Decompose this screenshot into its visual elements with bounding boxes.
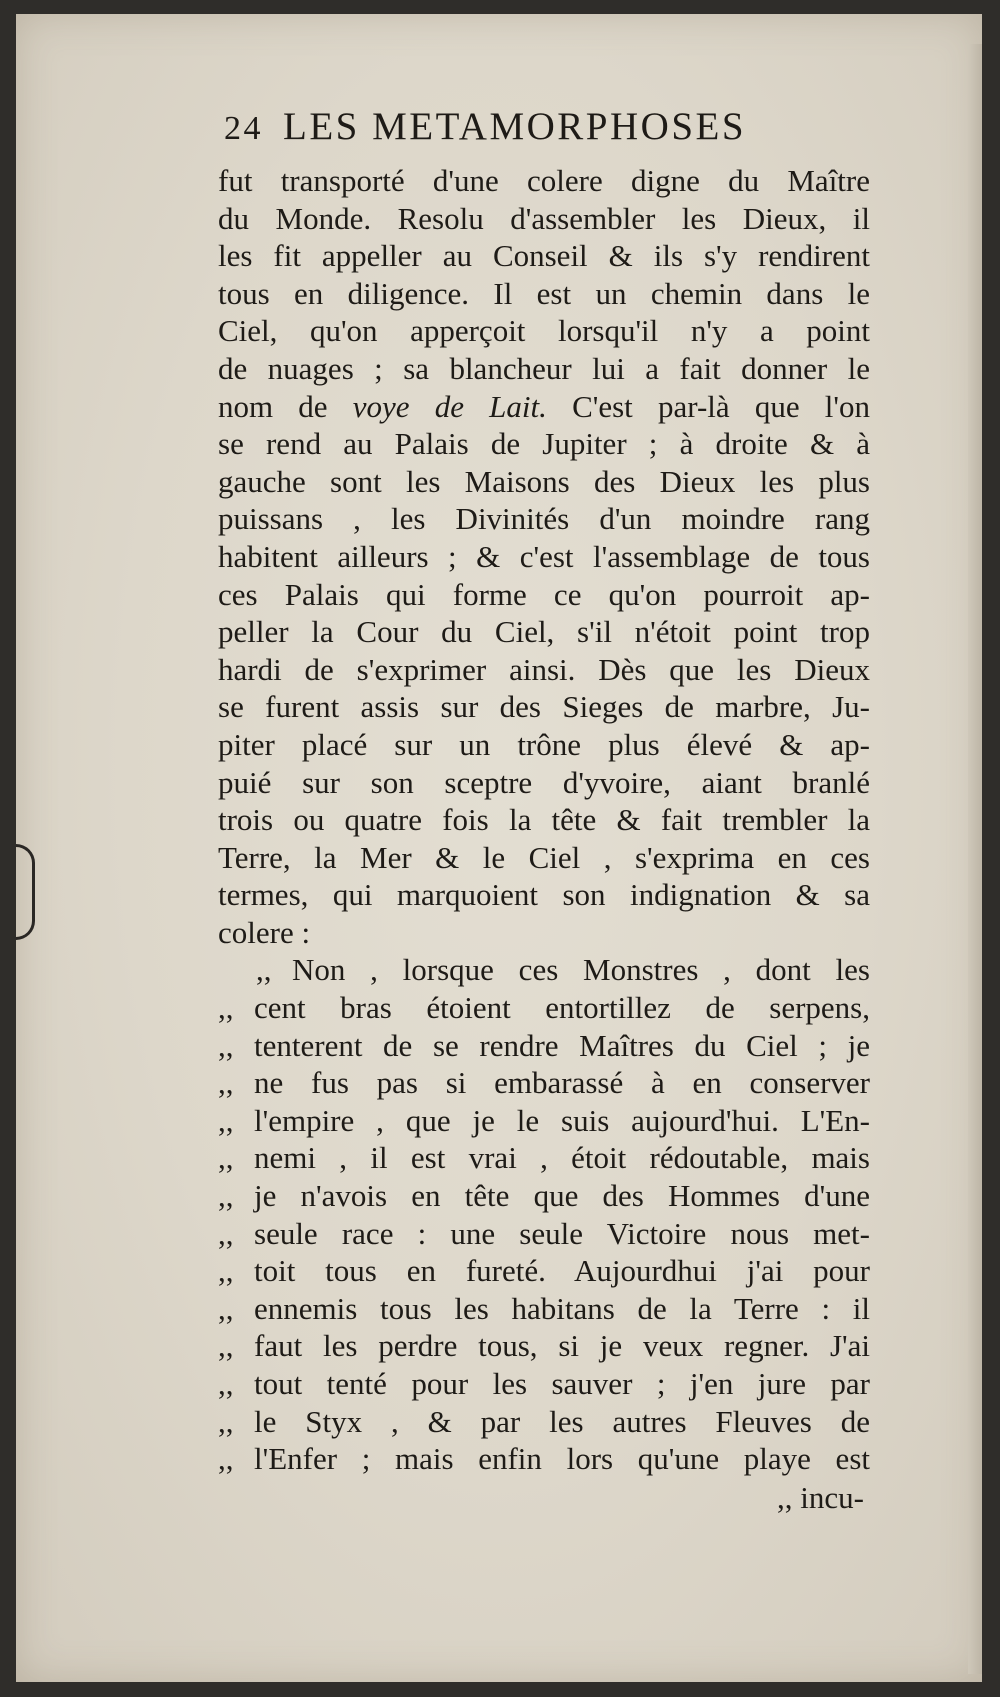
text-line: se furent assis sur des Sieges de marbre, Ju- [218,689,870,725]
text-line: Terre, la Mer & le Ciel , s'exprima en ces [218,839,870,875]
text-line: ,, toit tous en fureté. Aujourdhui j'ai pour [218,1253,870,1289]
speech-block [218,951,870,1477]
text-line: ,, je n'avois en tête que des Hommes d'une [218,1178,870,1214]
italic-term: voye de Lait. [352,388,547,424]
quote-mark: ,, [256,952,272,988]
quote-mark: ,, [218,1215,234,1251]
quote-mark: ,, [218,1178,234,1214]
quote-mark: ,, [218,1253,234,1289]
quote-mark: ,, [218,990,234,1026]
quote-mark: ,, [218,1065,234,1101]
text-line: Ciel, qu'on apperçoit lorsqu'il n'y a point [218,313,870,349]
text-line: les fit appeller au Conseil & ils s'y rendirent [218,238,870,274]
page-edge [968,44,982,1674]
text-line: ,, ne fus pas si embarassé à en conserver [218,1065,870,1101]
text-line: ,, seule race : une seule Victoire nous met- [218,1215,870,1251]
text-line: trois ou quatre fois la tête & fait trembler la [218,802,870,838]
quote-mark: ,, [218,1403,234,1439]
text-line: termes, qui marquoient son indignation & sa [218,877,870,913]
text-line: se rend au Palais de Jupiter ; à droite & à [218,426,870,462]
text-line: puissans , les Divinités d'un moindre rang [218,501,870,537]
text-line: ,, Non , lorsque ces Monstres , dont les [256,952,870,988]
text-line: tous en diligence. Il est un chemin dans le [218,275,870,311]
page-text [218,104,870,1518]
text-line: ces Palais qui forme ce qu'on pourroit ap- [218,576,870,612]
text-line: fut transporté d'une colere digne du Maître [218,163,870,198]
text-line: habitent ailleurs ; & c'est l'assemblage de tous [218,538,870,574]
binding-tab [16,844,35,940]
text-line: ,, nemi , il est vrai , étoit rédoutable, mais [218,1140,870,1176]
text-line: ,, faut les perdre tous, si je veux regner. J'ai [218,1328,870,1364]
prose-block-2 [218,425,870,951]
text-line: puié sur son sceptre d'yvoire, aiant branlé [218,764,870,800]
text-line: ,, l'empire , que je le suis aujourd'hui. L'En- [218,1102,870,1138]
quote-mark: ,, [218,1102,234,1138]
text-line: piter placé sur un trône plus élevé & ap- [218,726,870,762]
text-line: peller la Cour du Ciel, s'il n'étoit point trop [218,614,870,650]
quote-mark: ,, [218,1366,234,1401]
page-number: 24 [224,110,263,147]
text-line: ,, ennemis tous les habitans de la Terre : il [218,1290,870,1326]
quote-mark: ,, [218,1290,234,1326]
text-line: du Monde. Resolu d'assembler les Dieux, il [218,200,870,236]
quote-mark: ,, [218,1027,234,1063]
catchword: ,, incu- [777,1479,864,1515]
running-header [218,104,870,162]
text-line: ,, tenterent de se rendre Maîtres du Ciel ; je [218,1027,870,1063]
text-line: nom de voye de Lait. C'est par-là que l'on [218,388,870,424]
text-line: gauche sont les Maisons des Dieux les plus [218,463,870,499]
quote-mark: ,, [218,1441,234,1477]
quote-mark: ,, [218,1328,234,1364]
text-line: ,, l'Enfer ; mais enfin lors qu'une playe est [218,1441,870,1477]
text-line: de nuages ; sa blancheur lui a fait donner le [218,350,870,386]
text-line: ,, tout tenté pour les sauver ; j'en jure par [218,1366,870,1401]
quote-mark: ,, [218,1140,234,1176]
text-line: ,, cent bras étoient entortillez de serpens, [218,990,870,1026]
running-title: LES METAMORPHOSES [283,105,747,148]
text-line: ,, le Styx , & par les autres Fleuves de [218,1403,870,1439]
text-line: colere : [218,914,311,950]
text-line: hardi de s'exprimer ainsi. Dès que les Dieux [218,651,870,687]
prose-block-1 [218,162,870,388]
